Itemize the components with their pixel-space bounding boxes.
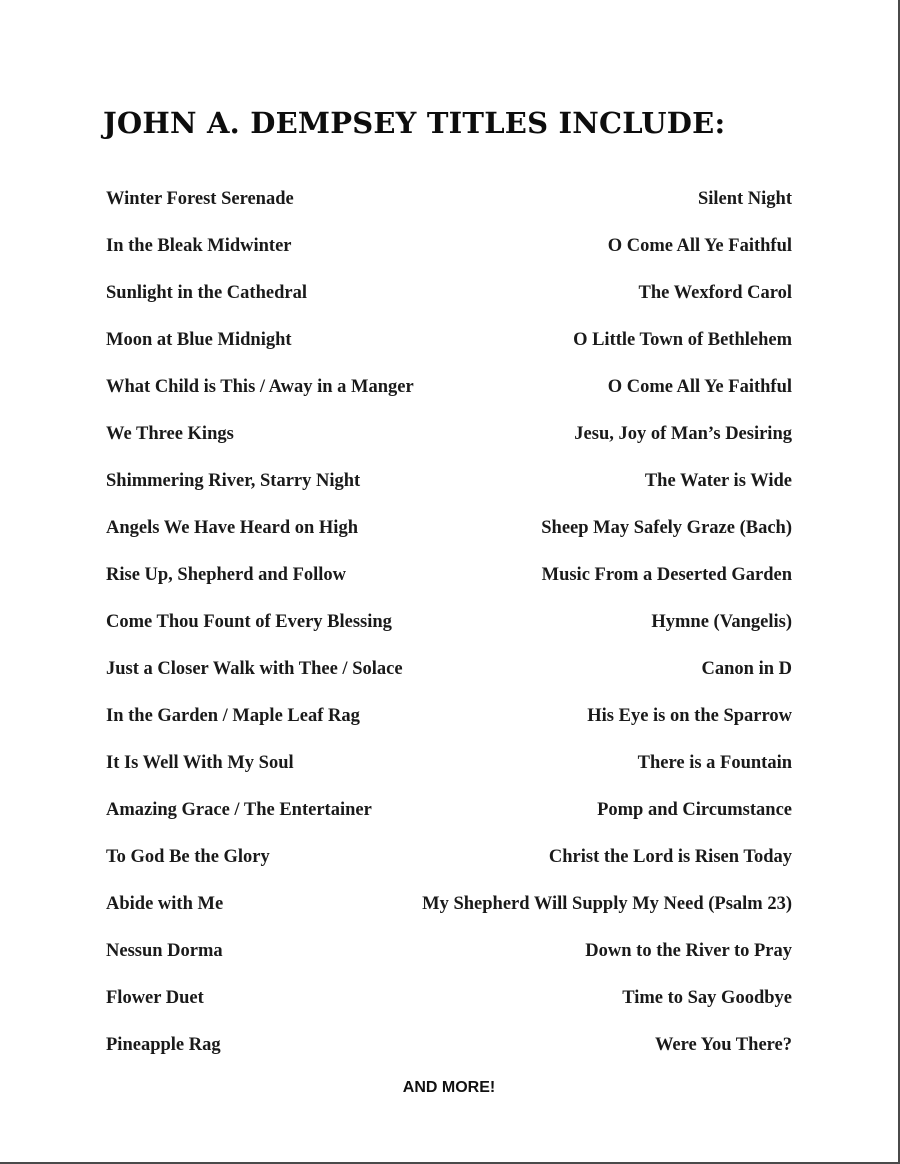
title-right: O Come All Ye Faithful xyxy=(607,377,792,397)
title-left: Moon at Blue Midnight xyxy=(106,330,292,350)
title-row xyxy=(106,186,792,233)
title-row xyxy=(106,280,792,327)
title-row xyxy=(106,1032,792,1079)
title-list xyxy=(106,186,792,1079)
title-right: Time to Say Goodbye xyxy=(622,988,792,1008)
title-right: Pomp and Circumstance xyxy=(597,800,792,820)
title-row xyxy=(106,656,792,703)
title-row xyxy=(106,703,792,750)
title-row xyxy=(106,233,792,280)
title-row xyxy=(106,515,792,562)
title-right: The Wexford Carol xyxy=(638,283,792,303)
title-right: Hymne (Vangelis) xyxy=(651,612,792,632)
title-left: Shimmering River, Starry Night xyxy=(106,471,361,491)
title-right: Were You There? xyxy=(654,1035,792,1055)
title-row xyxy=(106,938,792,985)
title-left: Come Thou Fount of Every Blessing xyxy=(106,612,392,632)
title-right: His Eye is on the Sparrow xyxy=(587,706,792,726)
title-left: Angels We Have Heard on High xyxy=(106,518,358,538)
title-left: In the Bleak Midwinter xyxy=(106,236,292,256)
title-right: The Water is Wide xyxy=(644,471,792,491)
title-row xyxy=(106,374,792,421)
title-right: Sheep May Safely Graze (Bach) xyxy=(541,518,792,538)
title-left: Rise Up, Shepherd and Follow xyxy=(106,565,347,585)
title-left: What Child is This / Away in a Manger xyxy=(106,377,414,397)
title-row xyxy=(106,750,792,797)
title-left: Winter Forest Serenade xyxy=(106,189,294,209)
title-row xyxy=(106,609,792,656)
and-more-footer: AND MORE! xyxy=(402,1079,496,1096)
title-left: Pineapple Rag xyxy=(106,1035,221,1055)
title-row xyxy=(106,421,792,468)
title-left: In the Garden / Maple Leaf Rag xyxy=(106,706,360,726)
title-right: O Come All Ye Faithful xyxy=(607,236,792,256)
title-row xyxy=(106,985,792,1032)
title-left: We Three Kings xyxy=(106,424,234,444)
title-left: Just a Closer Walk with Thee / Solace xyxy=(106,659,403,679)
title-right: My Shepherd Will Supply My Need (Psalm 23) xyxy=(422,894,792,914)
title-right: Down to the River to Pray xyxy=(585,941,792,961)
title-left: Abide with Me xyxy=(106,894,224,914)
title-right: O Little Town of Bethlehem xyxy=(573,330,792,350)
title-row xyxy=(106,327,792,374)
title-left: To God Be the Glory xyxy=(106,847,270,867)
page-heading: JOHN A. DEMPSEY TITLES INCLUDE: xyxy=(103,106,726,140)
title-right: Canon in D xyxy=(701,659,792,679)
title-left: Nessun Dorma xyxy=(106,941,223,961)
title-right: Jesu, Joy of Man’s Desiring xyxy=(574,424,792,444)
title-row xyxy=(106,844,792,891)
title-left: It Is Well With My Soul xyxy=(106,753,294,773)
title-right: There is a Fountain xyxy=(637,753,792,773)
title-row xyxy=(106,891,792,938)
title-row xyxy=(106,468,792,515)
title-right: Silent Night xyxy=(697,189,792,209)
title-row xyxy=(106,797,792,844)
title-left: Amazing Grace / The Entertainer xyxy=(106,800,372,820)
title-right: Christ the Lord is Risen Today xyxy=(548,847,792,867)
title-right: Music From a Deserted Garden xyxy=(541,565,792,585)
title-left: Sunlight in the Cathedral xyxy=(106,283,307,303)
title-row xyxy=(106,562,792,609)
title-left: Flower Duet xyxy=(106,988,204,1008)
